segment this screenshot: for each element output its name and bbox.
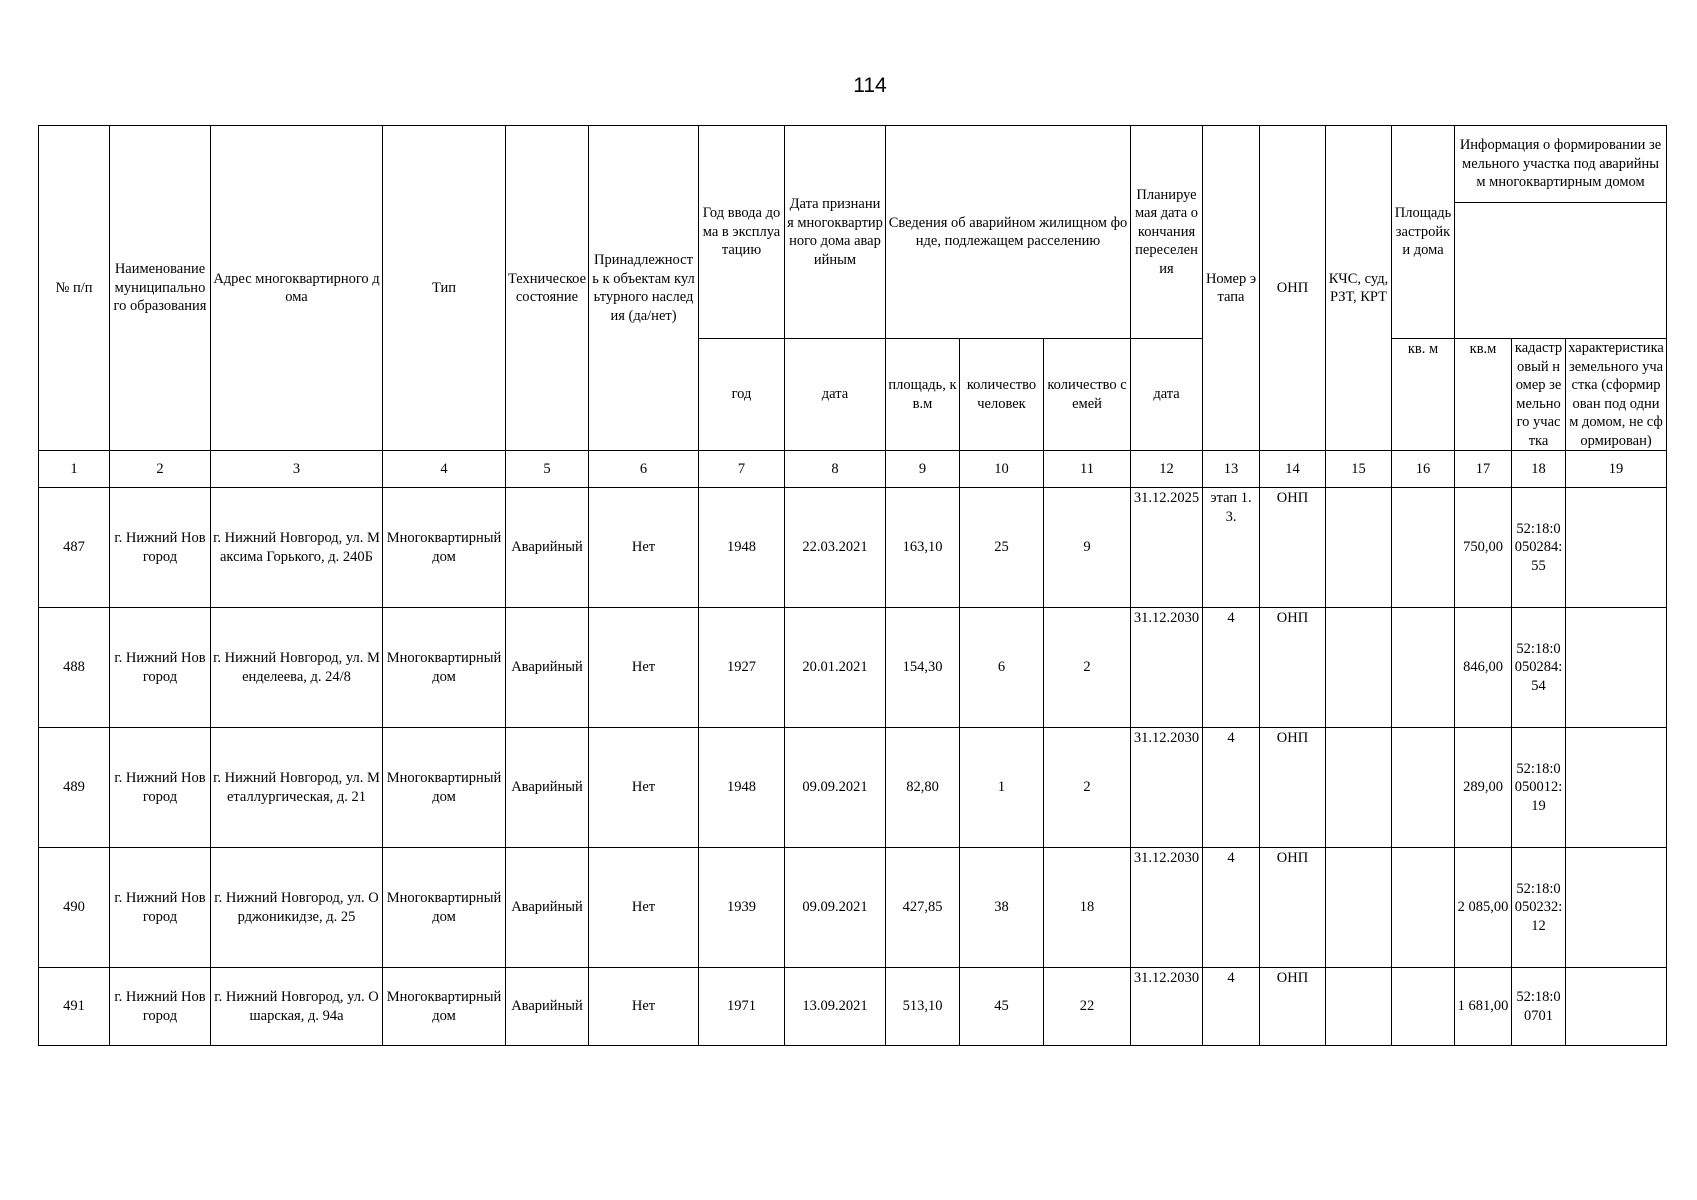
cell-families: 2 <box>1044 728 1131 848</box>
header-col-8: Дата признания многоквартирного дома аварийным <box>785 126 886 339</box>
cell-area: 427,85 <box>886 848 960 968</box>
cell-onp: ОНП <box>1260 608 1326 728</box>
cell-build-area <box>1392 968 1455 1046</box>
cell-heritage: Нет <box>589 728 699 848</box>
cell-kchs <box>1326 608 1392 728</box>
cell-kchs <box>1326 968 1392 1046</box>
cell-municipality: г. Нижний Новгород <box>110 728 211 848</box>
cell-number: 488 <box>39 608 110 728</box>
cell-stage: 4 <box>1203 728 1260 848</box>
cell-type: Многоквартирный дом <box>383 608 506 728</box>
header-sub-11: количество семей <box>1044 339 1131 451</box>
cell-end-date: 31.12.2030 <box>1131 848 1203 968</box>
cell-plot-char <box>1566 968 1667 1046</box>
col-number: 16 <box>1392 451 1455 488</box>
cell-onp: ОНП <box>1260 728 1326 848</box>
cell-state: Аварийный <box>506 728 589 848</box>
cell-build-area <box>1392 608 1455 728</box>
header-col-3: Адрес многоквартирного дома <box>211 126 383 451</box>
cell-end-date: 31.12.2030 <box>1131 728 1203 848</box>
cell-year: 1948 <box>699 488 785 608</box>
col-number: 10 <box>960 451 1044 488</box>
cell-onp: ОНП <box>1260 968 1326 1046</box>
col-number: 17 <box>1455 451 1512 488</box>
header-sub-8: дата <box>785 339 886 451</box>
cell-families: 18 <box>1044 848 1131 968</box>
cell-plot-area: 2 085,00 <box>1455 848 1512 968</box>
cell-people: 25 <box>960 488 1044 608</box>
header-row-1 <box>39 126 1667 339</box>
cell-area: 82,80 <box>886 728 960 848</box>
cell-date: 13.09.2021 <box>785 968 886 1046</box>
cell-cadastral: 52:18:0050012:19 <box>1512 728 1566 848</box>
cell-municipality: г. Нижний Новгород <box>110 848 211 968</box>
cell-kchs <box>1326 848 1392 968</box>
cell-cadastral: 52:18:00701 <box>1512 968 1566 1046</box>
col-number: 5 <box>506 451 589 488</box>
cell-municipality: г. Нижний Новгород <box>110 608 211 728</box>
header-col-15: КЧС, суд, РЗТ, КРТ <box>1326 126 1392 451</box>
header-col-12: Планируемая дата окончания переселения <box>1131 126 1203 339</box>
table-row <box>39 608 1667 728</box>
cell-people: 38 <box>960 848 1044 968</box>
cell-area: 154,30 <box>886 608 960 728</box>
cell-plot-char <box>1566 728 1667 848</box>
header-col-1: № п/п <box>39 126 110 451</box>
cell-type: Многоквартирный дом <box>383 488 506 608</box>
col-number: 15 <box>1326 451 1392 488</box>
col-number: 9 <box>886 451 960 488</box>
col-number: 2 <box>110 451 211 488</box>
cell-kchs <box>1326 488 1392 608</box>
cell-people: 45 <box>960 968 1044 1046</box>
cell-number: 487 <box>39 488 110 608</box>
cell-area: 513,10 <box>886 968 960 1046</box>
emergency-housing-table <box>38 125 1667 1046</box>
header-col-7: Год ввода дома в эксплуатацию <box>699 126 785 339</box>
cell-stage: 4 <box>1203 608 1260 728</box>
cell-date: 09.09.2021 <box>785 728 886 848</box>
header-sub-9: площадь, кв.м <box>886 339 960 451</box>
header-sub-12: дата <box>1131 339 1203 451</box>
cell-plot-char <box>1566 608 1667 728</box>
cell-people: 1 <box>960 728 1044 848</box>
col-number: 13 <box>1203 451 1260 488</box>
col-number: 4 <box>383 451 506 488</box>
cell-end-date: 31.12.2025 <box>1131 488 1203 608</box>
header-sub-16: кв. м <box>1392 339 1455 451</box>
cell-number: 491 <box>39 968 110 1046</box>
cell-date: 22.03.2021 <box>785 488 886 608</box>
header-col-16: Площадь застройки дома <box>1392 126 1455 339</box>
header-col-19: характеристика земельного участка (сформирован под одним домом, не сформирован) <box>1566 339 1667 451</box>
cell-stage: 4 <box>1203 968 1260 1046</box>
header-sub-17: кв.м <box>1455 339 1512 451</box>
cell-municipality: г. Нижний Новгород <box>110 968 211 1046</box>
cell-municipality: г. Нижний Новгород <box>110 488 211 608</box>
cell-heritage: Нет <box>589 848 699 968</box>
col-number: 8 <box>785 451 886 488</box>
cell-onp: ОНП <box>1260 848 1326 968</box>
table-row <box>39 728 1667 848</box>
cell-stage: этап 1.3. <box>1203 488 1260 608</box>
cell-year: 1927 <box>699 608 785 728</box>
cell-state: Аварийный <box>506 968 589 1046</box>
cell-cadastral: 52:18:0050284:54 <box>1512 608 1566 728</box>
header-group-17-19 <box>1455 126 1667 339</box>
cell-onp: ОНП <box>1260 488 1326 608</box>
cell-address: г. Нижний Новгород, ул. Металлургическая, д. 21 <box>211 728 383 848</box>
cell-address: г. Нижний Новгород, ул. Менделеева, д. 24/8 <box>211 608 383 728</box>
header-sub-7: год <box>699 339 785 451</box>
cell-state: Аварийный <box>506 608 589 728</box>
cell-plot-area: 289,00 <box>1455 728 1512 848</box>
cell-year: 1971 <box>699 968 785 1046</box>
table-row <box>39 488 1667 608</box>
header-group-17-19-title: Информация о формировании земельного участка под аварийным многоквартирным домом <box>1455 126 1666 203</box>
cell-build-area <box>1392 488 1455 608</box>
col-number: 18 <box>1512 451 1566 488</box>
cell-people: 6 <box>960 608 1044 728</box>
cell-heritage: Нет <box>589 968 699 1046</box>
cell-type: Многоквартирный дом <box>383 848 506 968</box>
header-col-4: Тип <box>383 126 506 451</box>
header-col-2: Наименование муниципального образования <box>110 126 211 451</box>
col-number: 14 <box>1260 451 1326 488</box>
cell-build-area <box>1392 848 1455 968</box>
cell-stage: 4 <box>1203 848 1260 968</box>
cell-date: 20.01.2021 <box>785 608 886 728</box>
cell-state: Аварийный <box>506 848 589 968</box>
col-number: 3 <box>211 451 383 488</box>
cell-plot-area: 750,00 <box>1455 488 1512 608</box>
header-group-9-11: Сведения об аварийном жилищном фонде, подлежащем расселению <box>886 126 1131 339</box>
cell-number: 490 <box>39 848 110 968</box>
cell-kchs <box>1326 728 1392 848</box>
cell-plot-area: 1 681,00 <box>1455 968 1512 1046</box>
header-col-6: Принадлежность к объектам культурного наследия (да/нет) <box>589 126 699 451</box>
cell-heritage: Нет <box>589 608 699 728</box>
page-number: 114 <box>853 74 887 97</box>
cell-address: г. Нижний Новгород, ул. Орджоникидзе, д. 25 <box>211 848 383 968</box>
cell-plot-area: 846,00 <box>1455 608 1512 728</box>
header-col-5: Техническое состояние <box>506 126 589 451</box>
cell-plot-char <box>1566 848 1667 968</box>
cell-families: 2 <box>1044 608 1131 728</box>
col-number: 1 <box>39 451 110 488</box>
cell-plot-char <box>1566 488 1667 608</box>
cell-type: Многоквартирный дом <box>383 728 506 848</box>
cell-address: г. Нижний Новгород, ул. Максима Горького, д. 240Б <box>211 488 383 608</box>
header-col-14: ОНП <box>1260 126 1326 451</box>
cell-area: 163,10 <box>886 488 960 608</box>
cell-cadastral: 52:18:0050232:12 <box>1512 848 1566 968</box>
col-number: 19 <box>1566 451 1667 488</box>
header-col-18: кадастровый номер земельного участка <box>1512 339 1566 451</box>
column-numbers-row <box>39 451 1667 488</box>
cell-state: Аварийный <box>506 488 589 608</box>
header-sub-10: количество человек <box>960 339 1044 451</box>
cell-date: 09.09.2021 <box>785 848 886 968</box>
col-number: 11 <box>1044 451 1131 488</box>
cell-build-area <box>1392 728 1455 848</box>
cell-year: 1948 <box>699 728 785 848</box>
col-number: 12 <box>1131 451 1203 488</box>
table-row <box>39 848 1667 968</box>
col-number: 7 <box>699 451 785 488</box>
table-row <box>39 968 1667 1046</box>
col-number: 6 <box>589 451 699 488</box>
cell-end-date: 31.12.2030 <box>1131 968 1203 1046</box>
cell-address: г. Нижний Новгород, ул. Ошарская, д. 94а <box>211 968 383 1046</box>
cell-families: 22 <box>1044 968 1131 1046</box>
cell-end-date: 31.12.2030 <box>1131 608 1203 728</box>
cell-families: 9 <box>1044 488 1131 608</box>
cell-type: Многоквартирный дом <box>383 968 506 1046</box>
header-col-13: Номер этапа <box>1203 126 1260 451</box>
cell-number: 489 <box>39 728 110 848</box>
cell-cadastral: 52:18:0050284:55 <box>1512 488 1566 608</box>
cell-year: 1939 <box>699 848 785 968</box>
cell-heritage: Нет <box>589 488 699 608</box>
